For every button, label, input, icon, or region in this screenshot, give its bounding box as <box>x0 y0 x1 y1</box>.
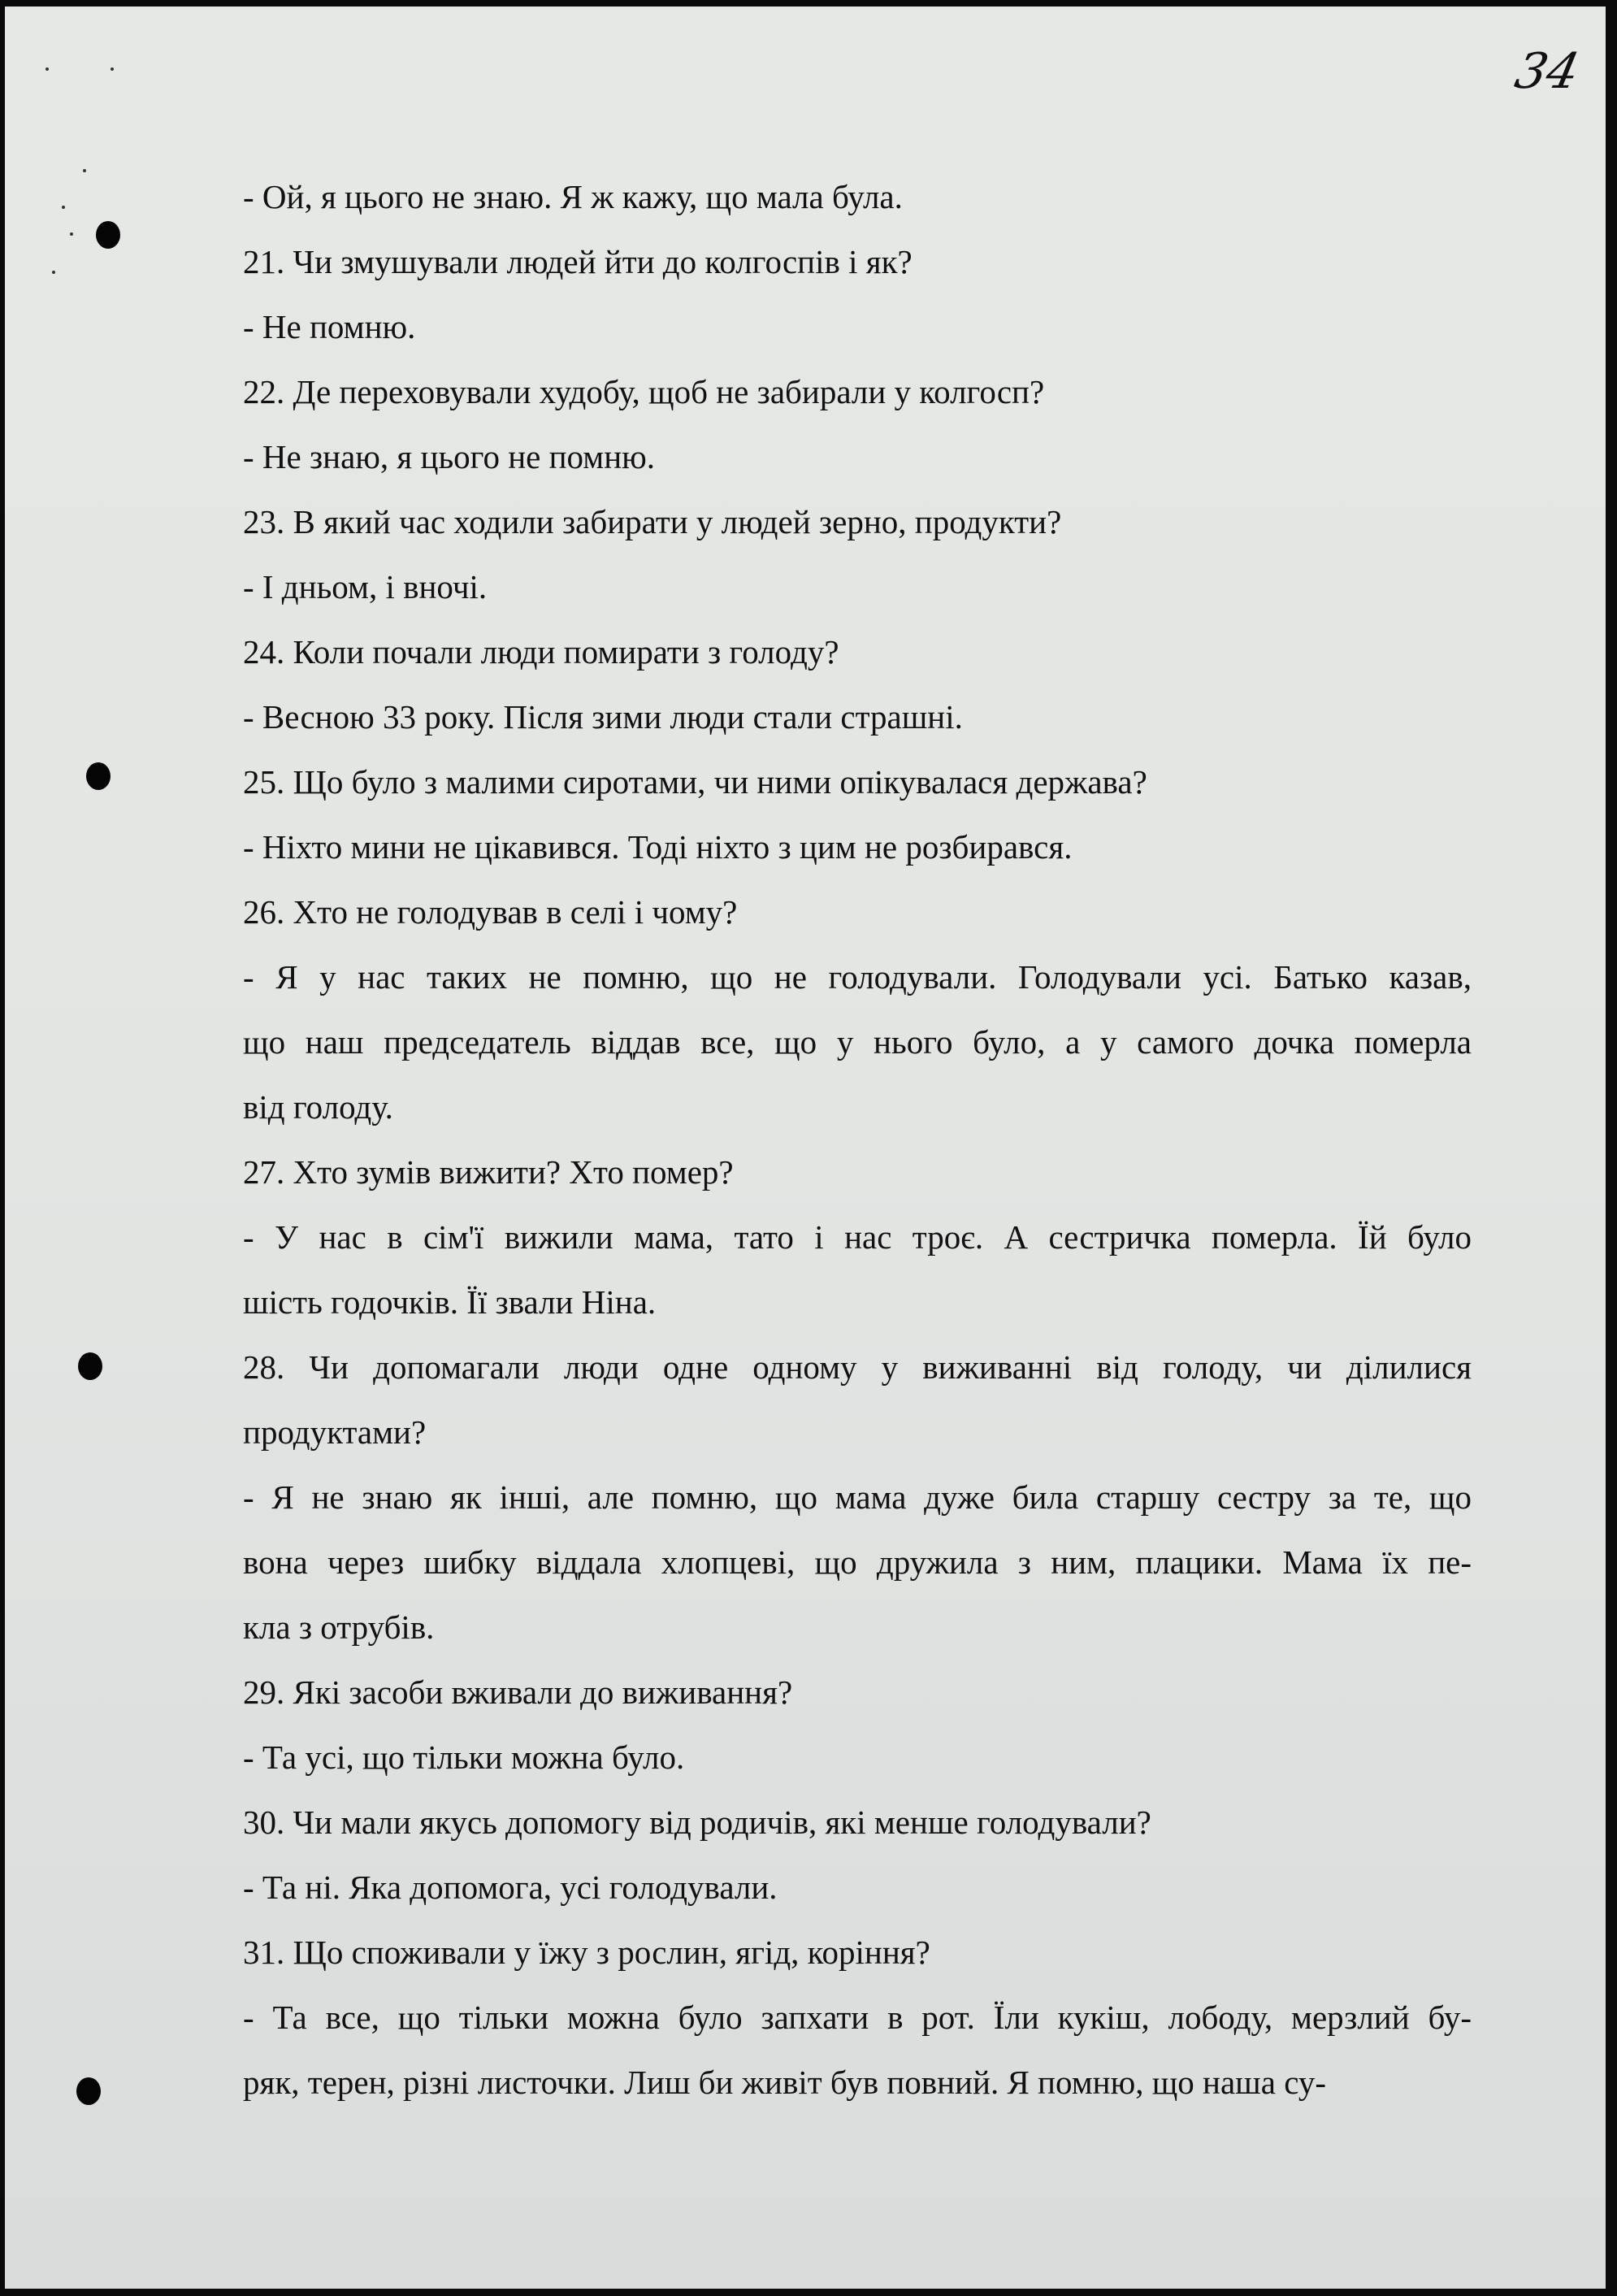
answer-paragraph <box>243 1465 1472 1660</box>
text-line: - Та все, що тільки можна було запхати в рот. Їли кукіш, лободу, мерзлий бу- <box>243 1999 1472 2036</box>
answer-paragraph <box>243 1204 1472 1335</box>
text-line: - Не знаю, я цього не помню. <box>243 438 656 475</box>
text-line: ряк, терен, різні листочки. Лиш би живіт був повний. Я помню, що наша су- <box>243 2064 1327 2101</box>
scan-speck <box>111 67 114 71</box>
answer-paragraph <box>243 1985 1472 2115</box>
text-line: від голоду. <box>243 1088 393 1126</box>
text-line: - Ніхто мини не цікавився. Тоді ніхто з цим не розбирався. <box>243 828 1073 866</box>
text-line: 24. Коли почали люди помирати з голоду? <box>243 633 839 671</box>
text-line: 22. Де переховували худобу, щоб не забирали у колгосп? <box>243 373 1045 410</box>
text-line: вона через шибку віддала хлопцеві, що дружила з ним, плацики. Мама їх пе- <box>243 1543 1472 1581</box>
question-paragraph <box>243 1790 1472 1855</box>
text-line: - Не помню. <box>243 308 416 345</box>
question-paragraph <box>243 1660 1472 1725</box>
text-line: продуктами? <box>243 1413 427 1451</box>
answer-paragraph <box>243 1855 1472 1920</box>
text-line: - Ой, я цього не знаю. Я ж кажу, що мала була. <box>243 178 903 215</box>
text-line: що наш председатель віддав все, що у нього було, а у самого дочка померла <box>243 1023 1472 1061</box>
punch-hole <box>96 221 120 249</box>
punch-hole <box>86 762 111 790</box>
text-line: 28. Чи допомагали люди одне одному у виживанні від голоду, чи ділилися <box>243 1348 1472 1386</box>
question-paragraph <box>243 489 1472 554</box>
text-line: - Я не знаю як інші, але помню, що мама дуже била старшу сестру за те, що <box>243 1478 1472 1516</box>
answer-paragraph <box>243 554 1472 619</box>
text-line: 31. Що споживали у їжу з рослин, ягід, коріння? <box>243 1934 930 1971</box>
text-line: - Я у нас таких не помню, що не голодували. Голодували усі. Батько казав, <box>243 958 1472 996</box>
text-line: шість годочків. Її звали Ніна. <box>243 1283 657 1321</box>
text-line: кла з отрубів. <box>243 1608 435 1646</box>
text-line: - І дньом, і вночі. <box>243 568 488 605</box>
text-line: - Та ні. Яка допомога, усі голодували. <box>243 1868 778 1906</box>
text-line: 25. Що було з малими сиротами, чи ними опікувалася держава? <box>243 763 1147 801</box>
text-line: 23. В який час ходили забирати у людей зерно, продукти? <box>243 503 1062 540</box>
punch-hole <box>76 2077 101 2105</box>
scan-speck <box>52 271 55 274</box>
answer-paragraph <box>243 424 1472 489</box>
question-paragraph <box>243 1920 1472 1985</box>
interview-transcript <box>243 164 1472 2115</box>
punch-hole <box>78 1352 102 1380</box>
text-line: 30. Чи мали якусь допомогу від родичів, які менше голодували? <box>243 1803 1151 1841</box>
question-paragraph <box>243 359 1472 424</box>
answer-paragraph <box>243 164 1472 229</box>
text-line: 26. Хто не голодував в селі і чому? <box>243 893 738 931</box>
answer-paragraph <box>243 294 1472 359</box>
answer-paragraph <box>243 684 1472 749</box>
question-paragraph <box>243 1139 1472 1204</box>
scan-speck <box>62 206 65 209</box>
scan-speck <box>83 169 86 172</box>
scan-speck <box>46 67 49 71</box>
question-paragraph <box>243 749 1472 814</box>
text-line: - Та усі, що тільки можна було. <box>243 1738 685 1776</box>
answer-paragraph <box>243 1725 1472 1790</box>
text-line: 27. Хто зумів вижити? Хто помер? <box>243 1153 734 1191</box>
handwritten-page-number: 34 <box>1510 43 1584 100</box>
document-page <box>5 7 1606 2289</box>
text-line: 29. Які засоби вживали до виживання? <box>243 1673 793 1711</box>
answer-paragraph <box>243 944 1472 1139</box>
question-paragraph <box>243 619 1472 684</box>
text-line: - У нас в сім'ї вижили мама, тато і нас троє. А сестричка померла. Їй було <box>243 1218 1472 1256</box>
answer-paragraph <box>243 814 1472 879</box>
question-paragraph <box>243 879 1472 944</box>
question-paragraph <box>243 1335 1472 1465</box>
text-line: - Весною 33 року. Після зими люди стали страшні. <box>243 698 963 736</box>
text-line: 21. Чи змушували людей йти до колгоспів і як? <box>243 243 913 280</box>
question-paragraph <box>243 229 1472 294</box>
scan-speck <box>70 232 73 236</box>
